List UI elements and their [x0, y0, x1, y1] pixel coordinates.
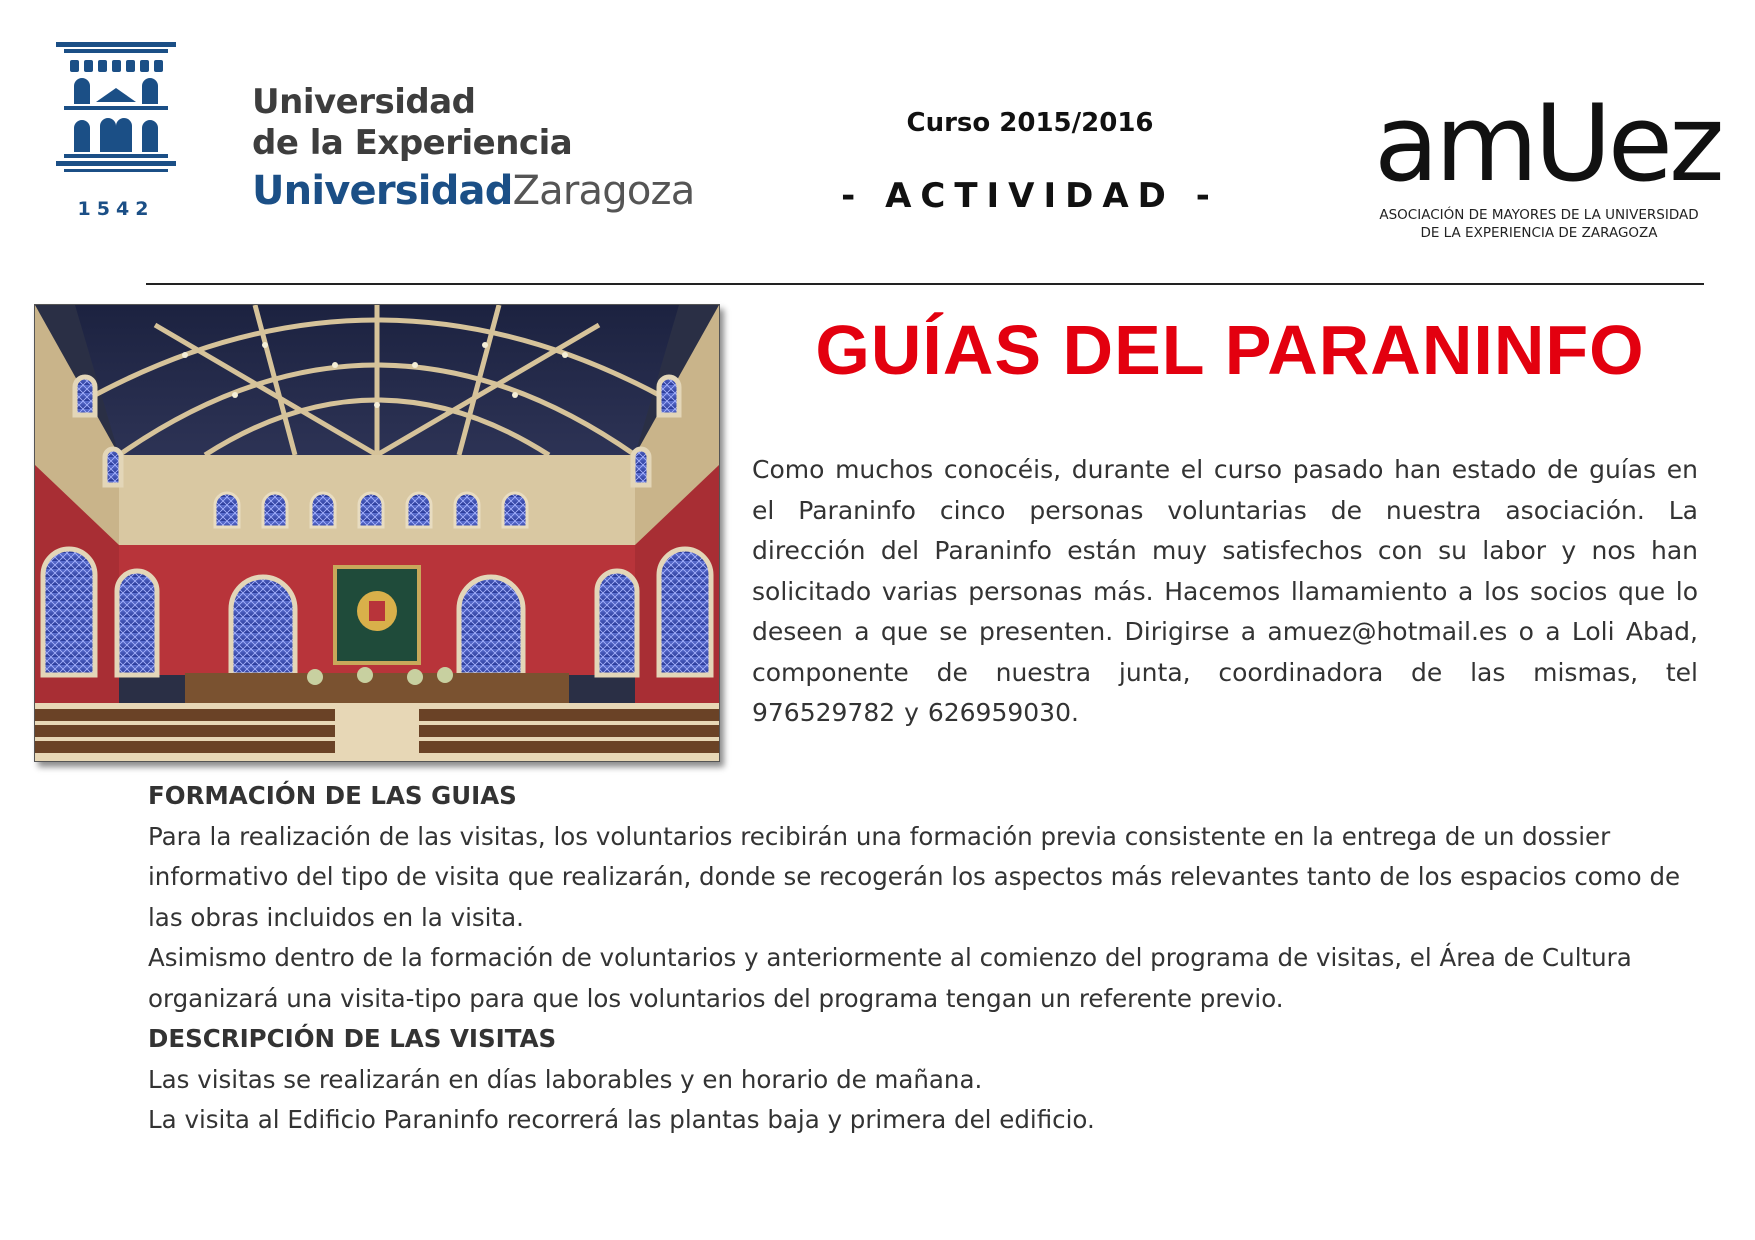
activity-label: - ACTIVIDAD -	[841, 176, 1219, 216]
amuez-assoc-line-1: ASOCIACIÓN DE MAYORES DE LA UNIVERSIDAD	[1379, 207, 1699, 223]
university-emblem-logo	[54, 40, 178, 225]
amuez-association-name	[1354, 206, 1724, 242]
hall-illustration	[35, 305, 719, 761]
amuez-assoc-line-2: DE LA EXPERIENCIA DE ZARAGOZA	[1420, 225, 1658, 241]
uz-line-2: de la Experiencia	[252, 123, 573, 163]
amuez-wordmark: amUez	[1374, 82, 1721, 205]
uz-line-3-regular: Zaragoza	[512, 168, 695, 214]
emblem-year: 1542	[77, 198, 155, 220]
university-wordmark	[252, 82, 722, 214]
amuez-logo	[1366, 80, 1726, 252]
course-label: Curso 2015/2016	[906, 108, 1154, 138]
body-sections	[148, 776, 1708, 1141]
page-title: GUÍAS DEL PARANINFO	[815, 311, 1645, 389]
formacion-paragraph-2: Asimismo dentro de la formación de voluntarios y anteriormente al comienzo del programa de visitas, el Área de Cultura organizará una visita-tipo para que los voluntarios del programa tengan un referente previo.	[148, 943, 1632, 1013]
building-emblem-icon	[54, 40, 178, 190]
uz-line-3	[252, 168, 722, 214]
formacion-paragraph-1: Para la realización de las visitas, los voluntarios recibirán una formación previa consistente en la entrega de un dossier informativo del tipo de visita que realizarán, donde se recogerán los aspectos más relevantes tanto de los espacios como de las obras incluidos en la visita.	[148, 821, 1681, 932]
header-divider	[146, 283, 1704, 285]
paraninfo-hall-photo	[34, 304, 720, 762]
intro-paragraph: Como muchos conocéis, durante el curso pasado han estado de guías en el Paraninfo cinco personas voluntarias de nuestra asociación. La dirección del Paraninfo están muy satisfechos con su labor y nos han solicitado varias personas más. Hacemos llamamiento a los socios que lo deseen a que se presenten. Dirigirse a amuez@hotmail.es o a Loli Abad, componente de nuestra junta, coordinadora de las mismas, tel 976529782 y 626959030.	[752, 455, 1698, 727]
formacion-heading: FORMACIÓN DE LAS GUIAS	[148, 781, 517, 810]
descripcion-paragraph-1: Las visitas se realizarán en días laborables y en horario de mañana.	[148, 1064, 983, 1094]
uz-line-1: Universidad	[252, 82, 476, 122]
uz-line-3-bold: Universidad	[252, 168, 513, 214]
descripcion-paragraph-2: La visita al Edificio Paraninfo recorrerá las plantas baja y primera del edificio.	[148, 1105, 1095, 1134]
descripcion-heading: DESCRIPCIÓN DE LAS VISITAS	[148, 1024, 557, 1053]
